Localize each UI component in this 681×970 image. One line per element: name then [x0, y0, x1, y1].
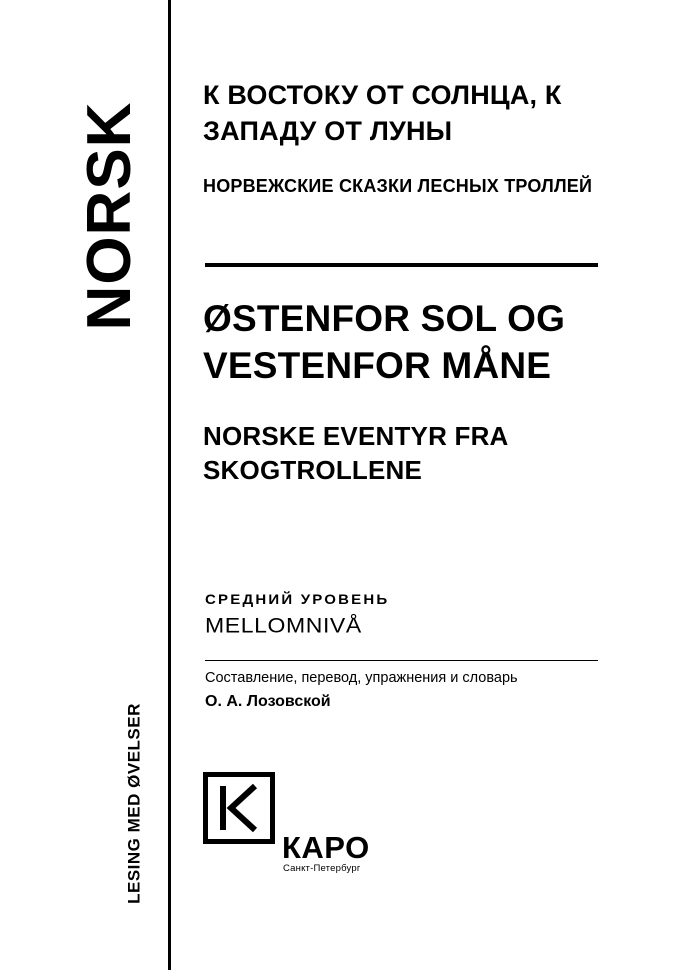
credit-name: О. А. Лозовской: [205, 693, 331, 710]
level-norwegian: MELLOMNIVÅ: [205, 613, 362, 638]
spine-divider-rule: [168, 0, 171, 970]
russian-subtitle: НОРВЕЖСКИЕ СКАЗКИ ЛЕСНЫХ ТРОЛЛЕЙ: [203, 176, 593, 196]
credit-divider-rule: [205, 660, 598, 661]
level-block: [205, 592, 625, 639]
series-subtitle-vertical: LESING MED ØVELSER: [124, 703, 144, 904]
publisher-city: Санкт-Петербург: [283, 863, 361, 874]
title-divider-rule: [205, 263, 598, 267]
karo-logo-icon: [203, 772, 275, 844]
publisher-name: КАРО: [282, 830, 370, 865]
russian-title: К ВОСТОКУ ОТ СОЛНЦА, К ЗАПАДУ ОТ ЛУНЫ: [203, 80, 562, 146]
norwegian-subtitle: NORSKE EVENTYR FRA SKOGTROLLENE: [203, 421, 508, 485]
level-russian: СРЕДНИЙ УРОВЕНЬ: [205, 592, 390, 608]
series-name-vertical: NORSK: [75, 101, 144, 331]
credit-role: Составление, перевод, упражнения и словарь: [205, 670, 518, 686]
norwegian-title: ØSTENFOR SOL OG VESTENFOR MÅNE: [203, 298, 566, 387]
cover-main-column: [203, 0, 623, 970]
